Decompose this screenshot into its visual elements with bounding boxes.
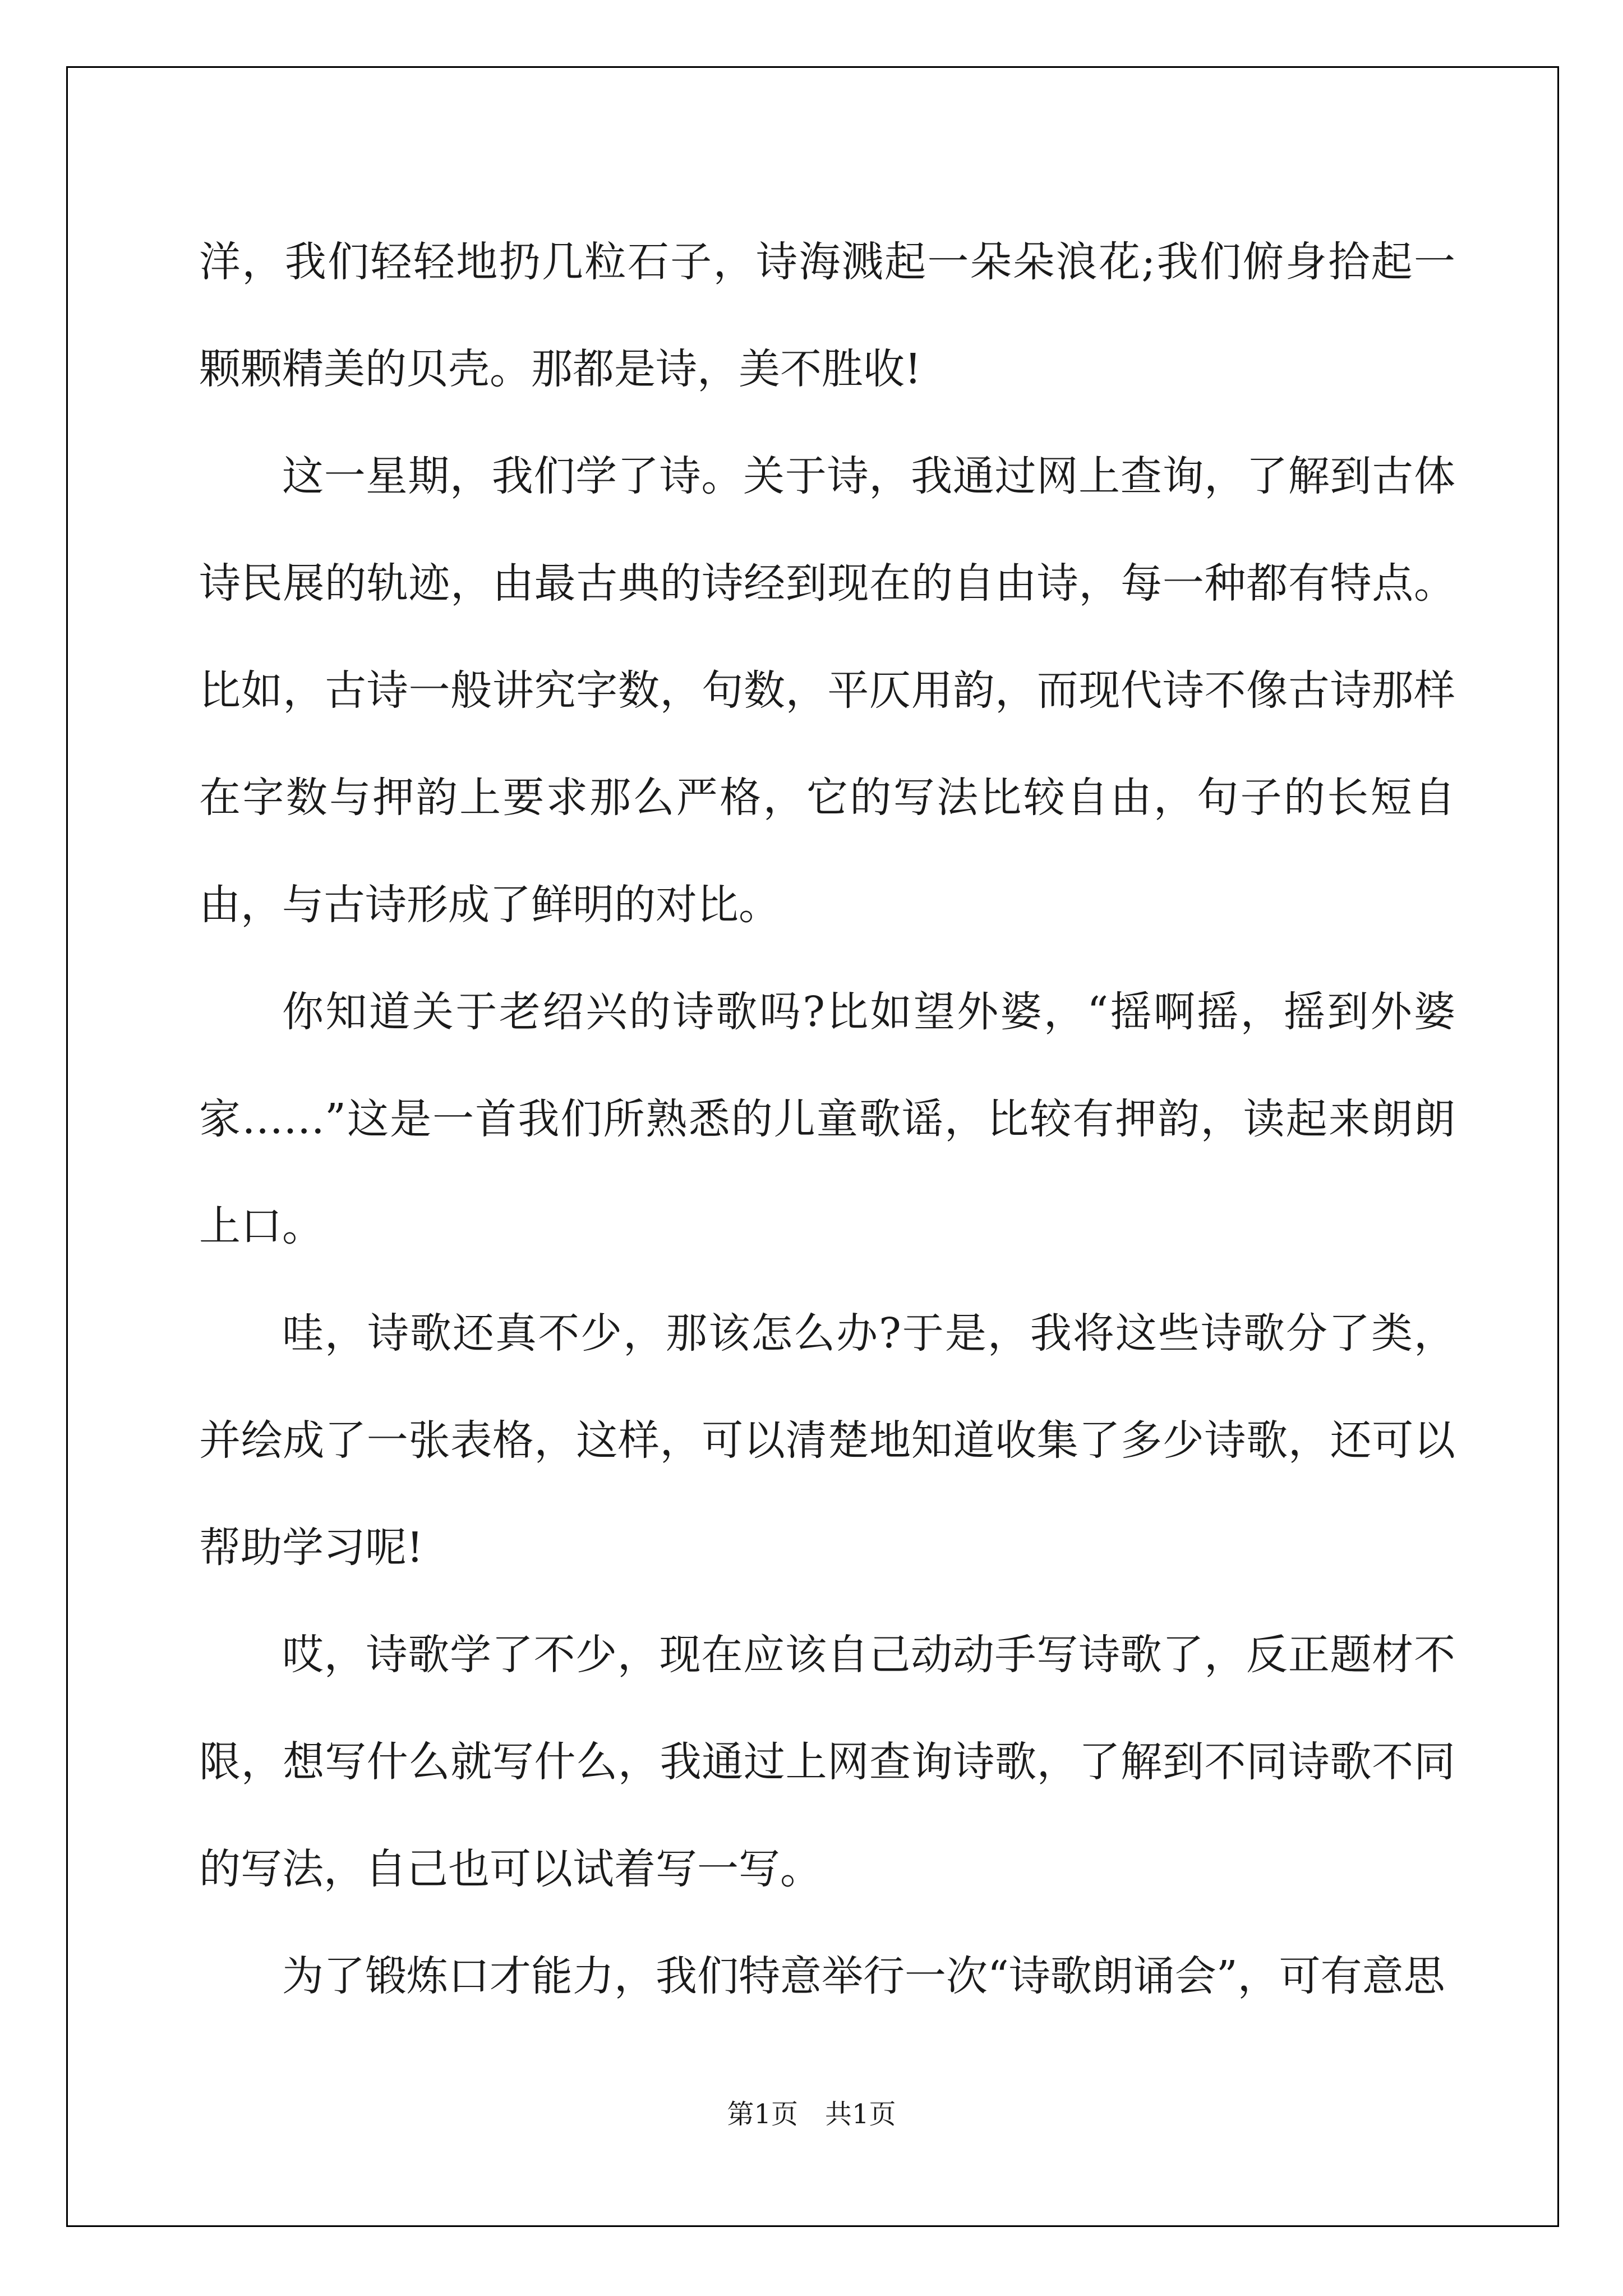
paragraph: 哎，诗歌学了不少，现在应该自己动动手写诗歌了，反正题材不限，想写什么就写什么，我通过上网查询诗歌，了解到不同诗歌不同的写法，自己也可以试着写一写。 bbox=[199, 1631, 1455, 1893]
page-number-footer: 第1页 共1页 bbox=[727, 2099, 896, 2130]
paragraph: 为了锻炼口才能力，我们特意举行一次“诗歌朗诵会”，可有意思 bbox=[282, 1952, 1445, 2000]
paragraph: 哇，诗歌还真不少，那该怎么办?于是，我将这些诗歌分了类，并绘成了一张表格，这样，可以清楚地知道收集了多少诗歌，还可以帮助学习呢! bbox=[199, 1309, 1455, 1572]
paragraph: 这一星期，我们学了诗。关于诗，我通过网上查询，了解到古体诗民展的轨迹，由最古典的诗经到现在的自由诗，每一种都有特点。比如，古诗一般讲究字数，句数，平仄用韵，而现代诗不像古诗那样在字数与押韵上要求那么严格，它的写法比较自由，句子的长短自由，与古诗形成了鲜明的对比。 bbox=[199, 452, 1455, 929]
document-body bbox=[199, 209, 1455, 2030]
paragraph-continued: 洋，我们轻轻地扔几粒石子，诗海溅起一朵朵浪花;我们俯身拾起一颗颗精美的贝壳。那都是诗，美不胜收! bbox=[199, 238, 1455, 393]
paragraph: 你知道关于老绍兴的诗歌吗?比如望外婆，“摇啊摇，摇到外婆家……”这是一首我们所熟悉的儿童歌谣，比较有押韵，读起来朗朗上口。 bbox=[199, 988, 1455, 1250]
